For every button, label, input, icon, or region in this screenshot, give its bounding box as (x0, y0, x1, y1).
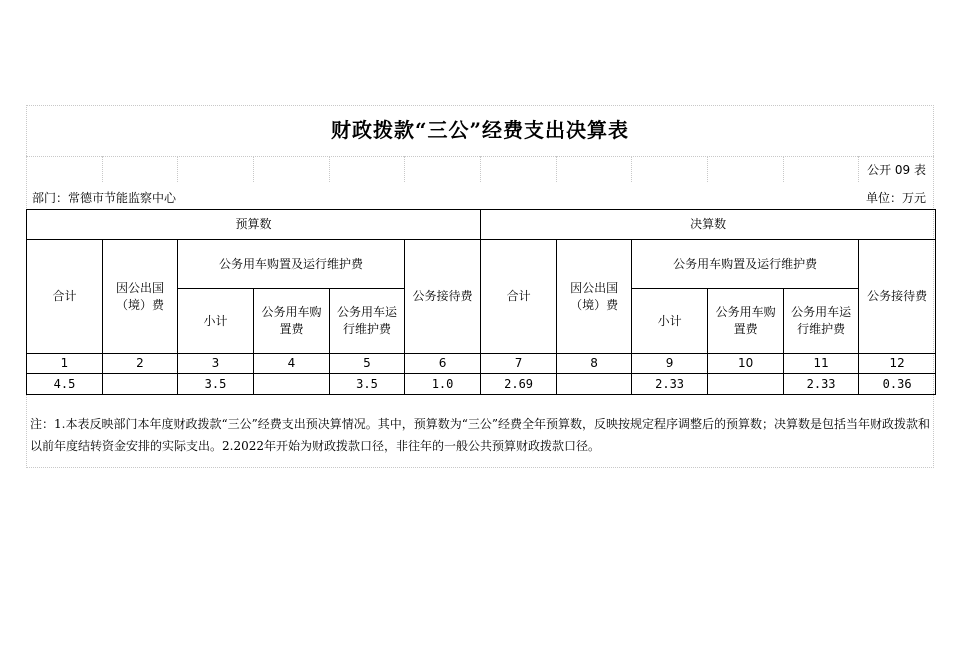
budget-total-header: 合计 (27, 240, 103, 354)
grid-line (329, 156, 330, 182)
blank-grid-row (26, 156, 934, 182)
final-vehicle-operation-header: 公务用车运行维护费 (784, 289, 859, 354)
final-group-header: 决算数 (481, 210, 936, 240)
budget-subtotal-header: 小计 (178, 289, 254, 354)
grid-line (631, 156, 632, 182)
value-cell (103, 374, 178, 395)
column-number: 12 (859, 354, 936, 374)
grid-line (707, 156, 708, 182)
grid-line (253, 156, 254, 182)
final-subtotal-header: 小计 (632, 289, 708, 354)
grid-line (480, 156, 481, 182)
form-number: 公开 09 表 (867, 163, 926, 177)
values-row (27, 374, 936, 395)
column-number: 6 (405, 354, 481, 374)
report-title: 财政拨款“三公”经费支出决算表 (330, 118, 629, 142)
expense-table (26, 209, 936, 395)
info-row (26, 184, 934, 208)
grid-line (783, 156, 784, 182)
column-number: 1 (27, 354, 103, 374)
column-number: 10 (708, 354, 784, 374)
grid-line (102, 156, 103, 182)
grid-line (177, 156, 178, 182)
grid-line (404, 156, 405, 182)
value-cell: 2.33 (632, 374, 708, 395)
final-abroad-header: 因公出国（境）费 (557, 240, 632, 354)
column-number: 4 (254, 354, 330, 374)
department-label: 部门：常德市节能监察中心 (32, 191, 177, 205)
group-header-row (27, 210, 936, 240)
column-number: 5 (330, 354, 405, 374)
value-cell (254, 374, 330, 395)
value-cell: 4.5 (27, 374, 103, 395)
column-number-row (27, 354, 936, 374)
final-vehicle-purchase-header: 公务用车购置费 (708, 289, 784, 354)
final-total-header: 合计 (481, 240, 557, 354)
budget-vehicle-operation-header: 公务用车运行维护费 (330, 289, 405, 354)
column-number: 8 (557, 354, 632, 374)
budget-reception-header: 公务接待费 (405, 240, 481, 354)
value-cell: 1.0 (405, 374, 481, 395)
budget-vehicle-purchase-header: 公务用车购置费 (254, 289, 330, 354)
column-number: 3 (178, 354, 254, 374)
footnote: 注：1.本表反映部门本年度财政拨款“三公”经费支出预决算情况。其中，预算数为“三公”经费全年预算数，反映按规定程序调整后的预算数；决算数是包括当年财政拨款和以前年度结转资金安排的实际支出。2.2022年开始为财政拨款口径，非往年的一般公共预算财政拨款口径。 (30, 417, 930, 453)
unit-label: 单位：万元 (865, 191, 926, 205)
column-number: 11 (784, 354, 859, 374)
column-number: 2 (103, 354, 178, 374)
header-row-1 (27, 240, 936, 289)
budget-vehicle-header: 公务用车购置及运行维护费 (178, 240, 405, 289)
grid-line (858, 156, 859, 182)
budget-abroad-header: 因公出国（境）费 (103, 240, 178, 354)
final-reception-header: 公务接待费 (859, 240, 936, 354)
value-cell: 3.5 (330, 374, 405, 395)
value-cell: 3.5 (178, 374, 254, 395)
value-cell: 2.69 (481, 374, 557, 395)
value-cell: 2.33 (784, 374, 859, 395)
budget-group-header: 预算数 (27, 210, 481, 240)
grid-line (556, 156, 557, 182)
column-number: 9 (632, 354, 708, 374)
column-number: 7 (481, 354, 557, 374)
value-cell: 0.36 (859, 374, 936, 395)
final-vehicle-header: 公务用车购置及运行维护费 (632, 240, 859, 289)
value-cell (708, 374, 784, 395)
value-cell (557, 374, 632, 395)
